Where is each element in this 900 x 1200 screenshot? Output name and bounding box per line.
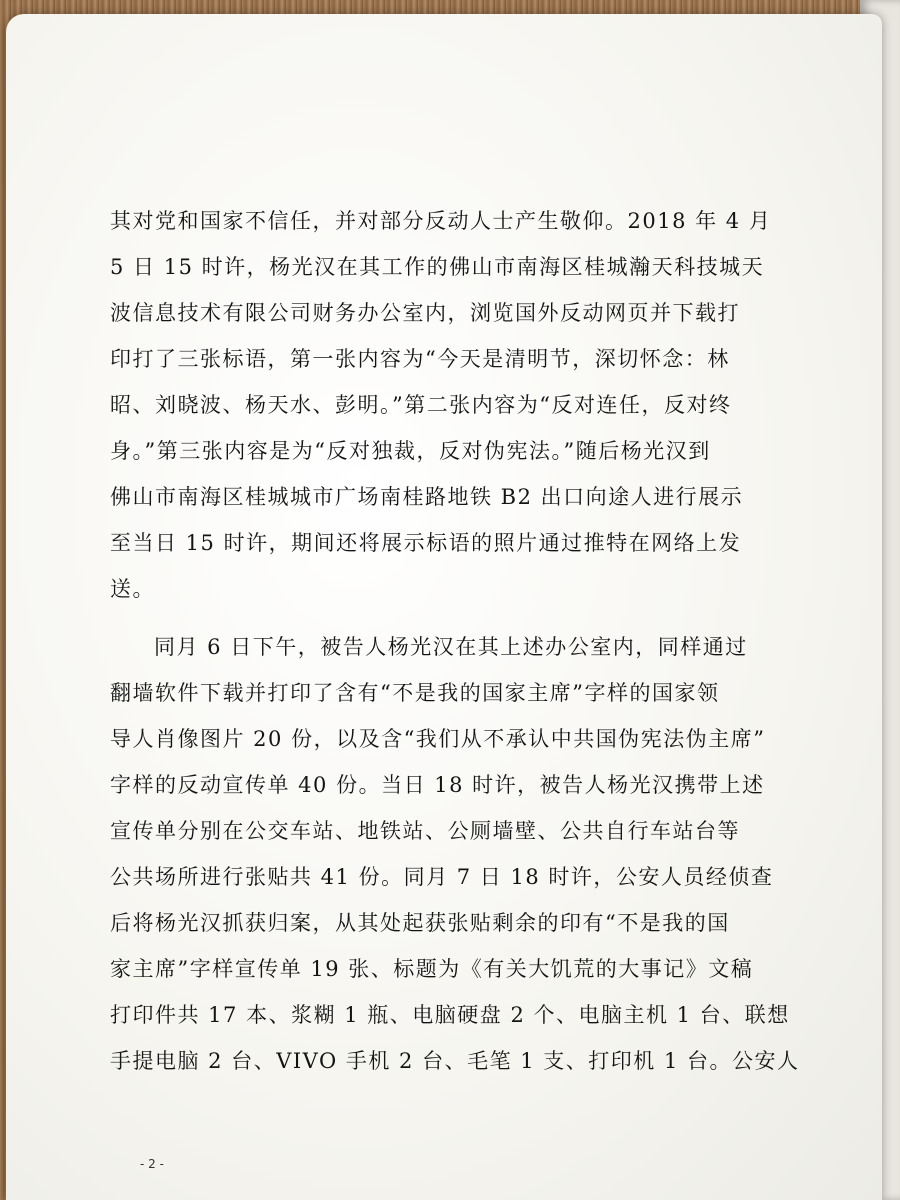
text-line: 昭、刘晓波、杨天水、彭明。”第二张内容为“反对连任，反对终 bbox=[110, 393, 732, 417]
paragraph-first-line: 同月 6 日下午，被告人杨光汉在其上述办公室内，同样通过 bbox=[154, 635, 748, 659]
text-line: 打印件共 17 本、浆糊 1 瓶、电脑硬盘 2 个、电脑主机 1 台、联想 bbox=[110, 1003, 790, 1027]
text-line: 宣传单分别在公交车站、地铁站、公厕墙壁、公共自行车站台等 bbox=[110, 819, 740, 843]
text-line: 佛山市南海区桂城城市广场南桂路地铁 B2 出口向途人进行展示 bbox=[110, 485, 744, 509]
text-line: 家主席”字样宣传单 19 张、标题为《有关大饥荒的大事记》文稿 bbox=[110, 957, 754, 981]
text-line: 身。”第三张内容是为“反对独裁，反对伪宪法。”随后杨光汉到 bbox=[110, 439, 711, 463]
text-line: 公共场所进行张贴共 41 份。同月 7 日 18 时许，公安人员经侦查 bbox=[110, 865, 774, 889]
text-line: 翻墙软件下载并打印了含有“不是我的国家主席”字样的国家领 bbox=[110, 681, 720, 705]
text-line: 送。 bbox=[110, 577, 155, 601]
text-line: 手提电脑 2 台、VIVO 手机 2 台、毛笔 1 支、打印机 1 台。公安人 bbox=[110, 1049, 800, 1073]
document-body bbox=[110, 198, 810, 1084]
text-line: 5 日 15 时许，杨光汉在其工作的佛山市南海区桂城瀚天科技城天 bbox=[110, 255, 765, 279]
text-line: 导人肖像图片 20 份，以及含“我们从不承认中共国伪宪法伪主席” bbox=[110, 727, 766, 751]
page-number: - 2 - bbox=[140, 1157, 164, 1171]
text-line: 字样的反动宣传单 40 份。当日 18 时许，被告人杨光汉携带上述 bbox=[110, 773, 765, 797]
text-line: 波信息技术有限公司财务办公室内，浏览国外反动网页并下载打 bbox=[110, 301, 740, 325]
text-line: 其对党和国家不信任，并对部分反动人士产生敬仰。2018 年 4 月 bbox=[110, 209, 772, 233]
text-line: 至当日 15 时许，期间还将展示标语的照片通过推特在网络上发 bbox=[110, 531, 742, 555]
text-line: 印打了三张标语，第一张内容为“今天是清明节，深切怀念：林 bbox=[110, 347, 730, 371]
text-line: 后将杨光汉抓获归案，从其处起获张贴剩余的印有“不是我的国 bbox=[110, 911, 730, 935]
